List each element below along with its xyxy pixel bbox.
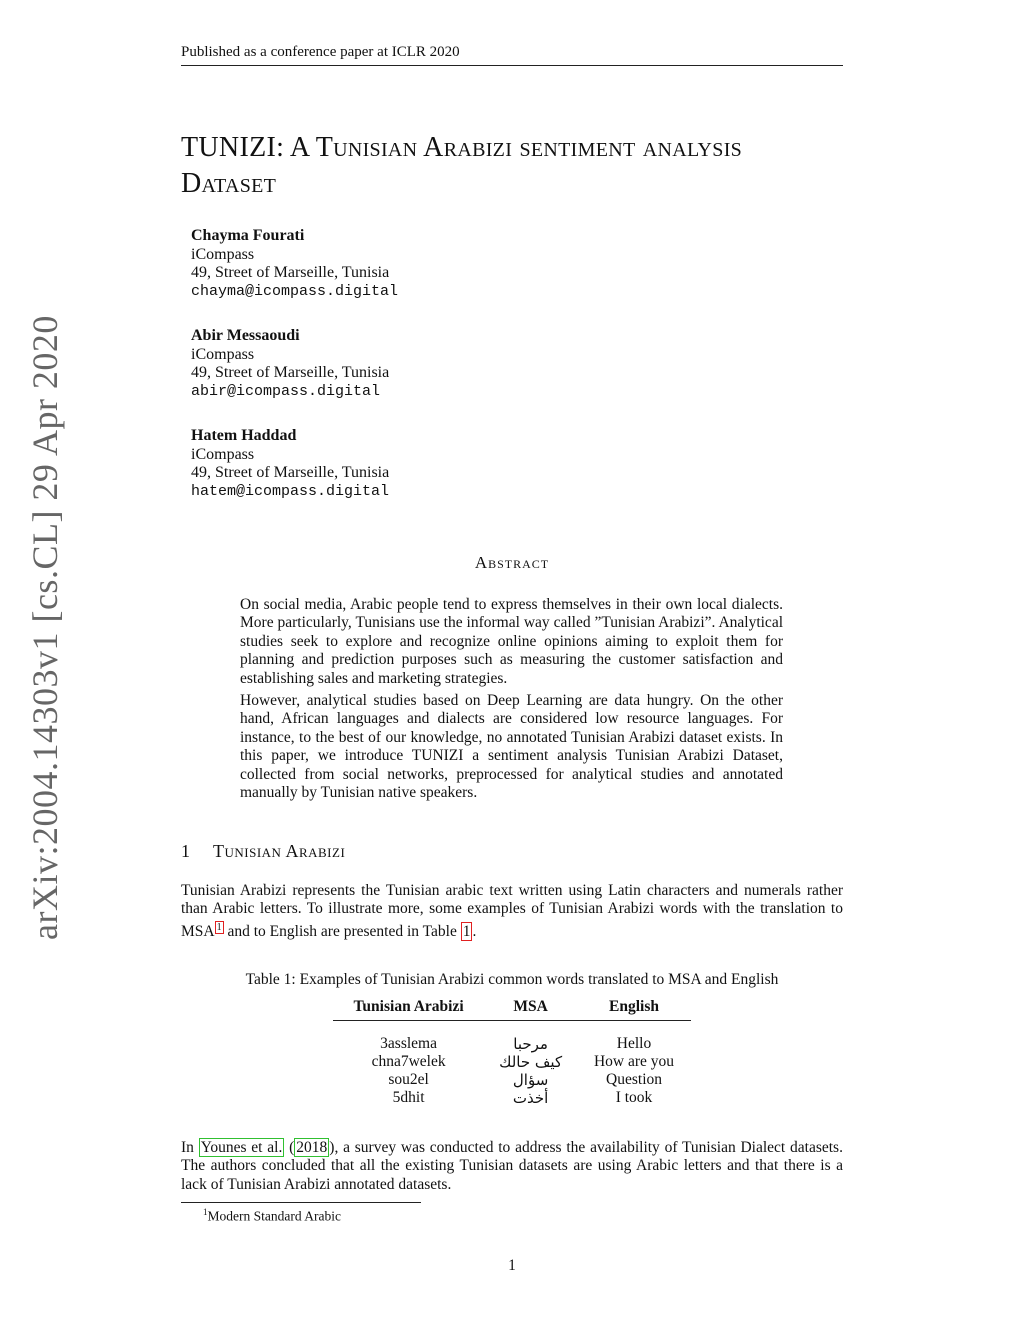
section-number: 1 [181, 841, 191, 861]
section-paragraph-2 [181, 1139, 843, 1194]
title-line-1: TUNIZI: A Tunisian Arabizi sentiment analysis [181, 132, 743, 163]
table-cell: sou2el [388, 1071, 429, 1088]
table-row [333, 1035, 691, 1053]
paper-title [181, 130, 851, 202]
paragraph-text: ( [284, 1139, 295, 1156]
footnote-divider [181, 1202, 421, 1203]
table-cell: chna7welek [371, 1053, 446, 1070]
author-name: Chayma Fourati [191, 227, 305, 244]
footnote [203, 1207, 341, 1225]
section-title: Tunisian Arabizi [213, 841, 346, 861]
abstract-body [240, 596, 783, 806]
author-email[interactable]: chayma@icompass.digital [191, 282, 399, 300]
title-line-2: Dataset [181, 168, 277, 199]
author-address: 49, Street of Marseille, Tunisia [191, 264, 390, 281]
author-email[interactable]: hatem@icompass.digital [191, 482, 390, 500]
footnote-text: Modern Standard Arabic [207, 1208, 341, 1224]
citation-author-link[interactable]: Younes et al. [200, 1139, 283, 1156]
paragraph-text: ), a survey was conducted to address the availability of Tunisian Dialect datasets. The authors concluded that all the existing Tunisian datasets are using Arabic letters and that there is a lack of Tunisian Arabizi annotated datasets. [181, 1139, 843, 1193]
author-block [191, 227, 691, 527]
paragraph-text: Tunisian Arabizi represents the Tunisian arabic text written using Latin characters and numerals rather than Arabic letters. To illustrate more, some examples of Tunisian Arabizi words with the translation to MSA [181, 882, 843, 940]
table-cell: 5dhit [392, 1089, 425, 1106]
paragraph-text: and to English are presented in Table [223, 922, 461, 940]
abstract-paragraph-1: On social media, Arabic people tend to express themselves in their own local dialects. More particularly, Tunisians use the informal way called ”Tunisian Arabizi”. Analytical studies seek to explore and recognize online opinions aiming to exploit them for planning and prediction purposes such as measuring the customer satisfaction and establishing sales and marketing strategies. [240, 596, 783, 687]
column-header: MSA [484, 996, 577, 1021]
table-ref-link[interactable]: 1 [462, 922, 471, 940]
author-1 [191, 227, 691, 301]
author-affiliation: iCompass [191, 345, 255, 363]
running-header: Published as a conference paper at ICLR 2020 [181, 44, 843, 66]
section-paragraph-1 [181, 882, 843, 941]
page-number: 1 [508, 1257, 516, 1274]
table-cell: Hello [616, 1035, 652, 1052]
table-cell: How are you [593, 1053, 675, 1070]
author-3 [191, 427, 691, 501]
paragraph-text: . [472, 922, 477, 940]
table-caption: Table 1: Examples of Tunisian Arabizi common words translated to MSA and English [245, 971, 779, 988]
table-cell: أخذت [512, 1089, 549, 1107]
examples-table [333, 996, 691, 1107]
table-header-row [333, 996, 691, 1021]
section-heading [181, 841, 781, 862]
table-cell: 3asslema [380, 1035, 437, 1052]
author-name: Hatem Haddad [191, 427, 297, 444]
citation-year-link[interactable]: 2018 [296, 1139, 328, 1156]
author-affiliation: iCompass [191, 245, 255, 263]
table-cell: مرحبا [513, 1035, 548, 1053]
table-row [333, 1089, 691, 1107]
table-cell: Question [606, 1071, 662, 1088]
author-affiliation: iCompass [191, 445, 255, 463]
author-2 [191, 327, 691, 401]
footnote-mark: 1 [203, 1207, 208, 1217]
paragraph-text: In [181, 1139, 199, 1156]
arxiv-sidebar-stamp: arXiv:2004.14303v1 [cs.CL] 29 Apr 2020 [25, 315, 65, 940]
author-name: Abir Messaoudi [191, 327, 300, 344]
table-cell: I took [615, 1089, 653, 1106]
column-header: Tunisian Arabizi [333, 996, 484, 1021]
author-address: 49, Street of Marseille, Tunisia [191, 464, 390, 481]
table-spacer [333, 1021, 691, 1036]
footnote-link[interactable]: 1 [216, 921, 222, 933]
author-address: 49, Street of Marseille, Tunisia [191, 364, 390, 381]
abstract-heading: Abstract [474, 553, 550, 572]
table-cell: سؤال [512, 1071, 549, 1089]
column-header: English [577, 996, 691, 1021]
table-cell: كيف حالك [499, 1053, 563, 1071]
author-email[interactable]: abir@icompass.digital [191, 382, 381, 400]
table-row [333, 1071, 691, 1089]
abstract-paragraph-2: However, analytical studies based on Deep Learning are data hungry. On the other hand, African languages and dialects are considered low resource languages. For instance, to the best of our knowledge, no annotated Tunisian Arabizi dataset exists. In this paper, we introduce TUNIZI a sentiment analysis Tunisian Arabizi Dataset, collected from social networks, preprocessed for analytical studies and annotated manually by Tunisian native speakers. [240, 692, 783, 802]
table-row [333, 1053, 691, 1071]
